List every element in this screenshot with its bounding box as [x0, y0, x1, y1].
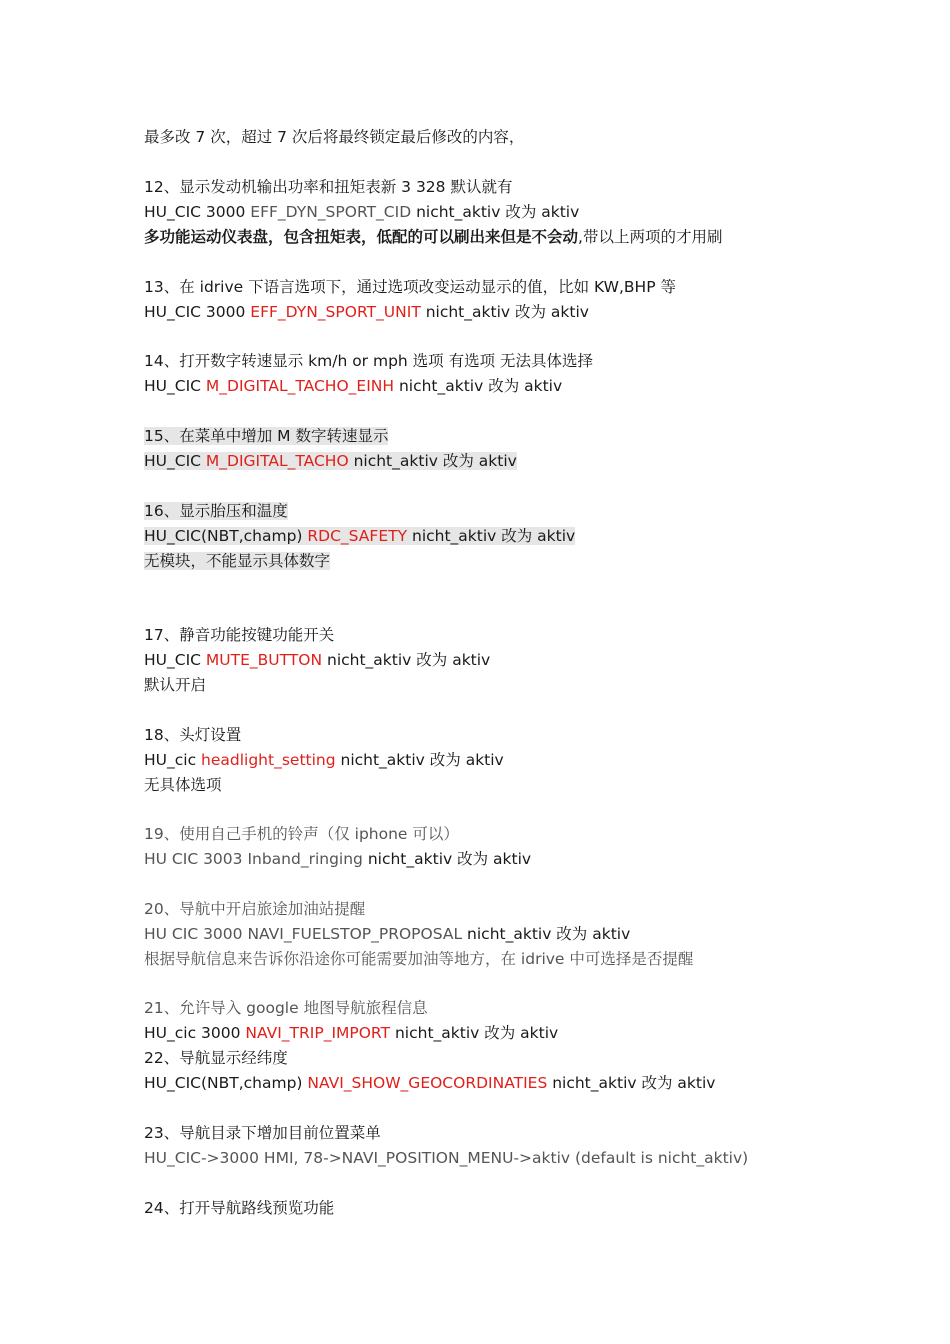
item-17-note: 默认开启 — [144, 676, 207, 694]
item-16-heading: 16、显示胎压和温度 — [144, 502, 288, 520]
item-21-key: NAVI_TRIP_IMPORT — [245, 1024, 391, 1042]
item-16-code: HU_CIC(NBT,champ) RDC_SAFETY nicht_aktiv 改为 aktiv — [144, 527, 576, 545]
item-14-code: HU_CIC M_DIGITAL_TACHO_EINH nicht_aktiv 改为 aktiv — [144, 377, 563, 395]
item-24-heading: 24、打开导航路线预览功能 — [144, 1199, 335, 1217]
item-23-heading: 23、导航目录下增加目前位置菜单 — [144, 1124, 381, 1142]
item-21-code: HU_cic 3000 NAVI_TRIP_IMPORT nicht_aktiv 改为 aktiv — [144, 1024, 559, 1042]
item-20-heading: 20、导航中开启旅途加油站提醒 — [144, 900, 366, 918]
item-19-heading: 19、使用自己手机的铃声（仅 iphone 可以） — [144, 825, 459, 843]
item-15-code: HU_CIC M_DIGITAL_TACHO nicht_aktiv 改为 aktiv — [144, 452, 517, 470]
item-18-key: headlight_setting — [201, 751, 336, 769]
item-12-heading: 12、显示发动机输出功率和扭矩表新 3 328 默认就有 — [144, 178, 513, 196]
item-17-key: MUTE_BUTTON — [205, 651, 323, 669]
item-20-code: HU CIC 3000 NAVI_FUELSTOP_PROPOSAL nicht_aktiv 改为 aktiv — [144, 925, 631, 943]
item-14-heading: 14、打开数字转速显示 km/h or mph 选项 有选项 无法具体选择 — [144, 352, 594, 370]
item-23-code: HU_CIC->3000 HMI, 78->NAVI_POSITION_MENU->aktiv (default is nicht_aktiv) — [144, 1149, 749, 1167]
intro-text: 最多改 7 次，超过 7 次后将最终锁定最后修改的内容， — [144, 128, 525, 146]
item-15-key: M_DIGITAL_TACHO — [205, 452, 349, 470]
item-18-code: HU_cic headlight_setting nicht_aktiv 改为 aktiv — [144, 751, 504, 769]
item-12-code: HU_CIC 3000 EFF_DYN_SPORT_CID nicht_aktiv 改为 aktiv — [144, 203, 580, 221]
item-17-heading: 17、静音功能按键功能开关 — [144, 626, 335, 644]
item-13-key: EFF_DYN_SPORT_UNIT — [250, 303, 421, 321]
item-17-code: HU_CIC MUTE_BUTTON nicht_aktiv 改为 aktiv — [144, 651, 491, 669]
item-13-heading: 13、在 idrive 下语言选项下，通过选项改变运动显示的值，比如 KW,BHP 等 — [144, 278, 676, 296]
item-22-heading: 22、导航显示经纬度 — [144, 1049, 288, 1067]
item-13-code: HU_CIC 3000 EFF_DYN_SPORT_UNIT nicht_aktiv 改为 aktiv — [144, 303, 589, 321]
item-14-key: M_DIGITAL_TACHO_EINH — [205, 377, 395, 395]
item-19-code: HU CIC 3003 Inband_ringing nicht_aktiv 改为 aktiv — [144, 850, 532, 868]
item-18-note: 无具体选项 — [144, 776, 222, 794]
item-16-note: 无模块，不能显示具体数字 — [144, 552, 331, 570]
item-20-note: 根据导航信息来告诉你沿途你可能需要加油等地方，在 idrive 中可选择是否提醒 — [144, 950, 694, 968]
item-12-key: EFF_DYN_SPORT_CID — [250, 203, 412, 221]
item-18-heading: 18、头灯设置 — [144, 726, 242, 744]
item-22-key: NAVI_SHOW_GEOCORDINATIES — [307, 1074, 548, 1092]
item-21-heading: 21、允许导入 google 地图导航旅程信息 — [144, 999, 428, 1017]
item-22-code: HU_CIC(NBT,champ) NAVI_SHOW_GEOCORDINATIES nicht_aktiv 改为 aktiv — [144, 1074, 716, 1092]
item-16-key: RDC_SAFETY — [307, 527, 408, 545]
item-12-note: 多功能运动仪表盘，包含扭矩表，低配的可以刷出来但是不会动,带以上两项的才用刷 — [144, 228, 723, 246]
item-15-heading: 15、在菜单中增加 M 数字转速显示 — [144, 427, 389, 445]
